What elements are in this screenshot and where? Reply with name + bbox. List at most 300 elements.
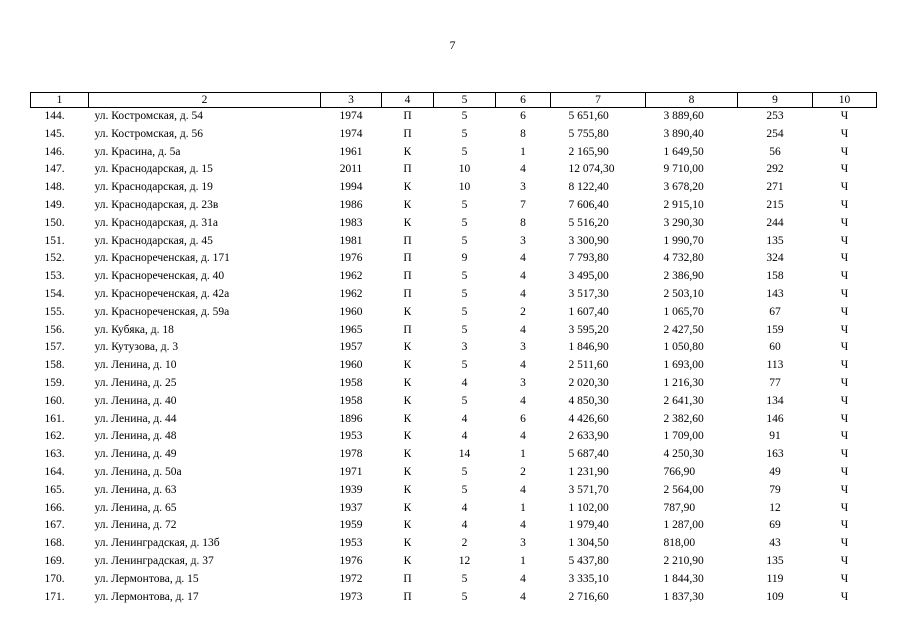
- cell-living-area: 3 889,60: [663, 110, 704, 122]
- cell-address: ул. Ленинградская, д. 13б: [94, 537, 220, 550]
- cell-living-area: 1 287,00: [663, 519, 704, 532]
- cell-floors: 4: [461, 430, 468, 443]
- cell-row-number: 162.: [44, 430, 65, 443]
- cell-living-area: 2 210,90: [663, 554, 704, 567]
- column-header-6: 6: [496, 93, 551, 108]
- cell-row-number: 170.: [44, 572, 65, 585]
- cell-year-built: 1973: [339, 590, 363, 603]
- cell-entrances: 4: [520, 519, 526, 532]
- cell-total-area: 1 607,40: [568, 305, 609, 318]
- cell-residents: 91: [769, 430, 781, 443]
- cell-category: Ч: [840, 394, 849, 407]
- cell-entrances: 3: [520, 537, 526, 550]
- cell-address: ул. Костромская, д. 54: [94, 110, 203, 122]
- cell-row-number: 145.: [44, 127, 65, 140]
- cell-wall-material: П: [403, 287, 412, 300]
- cell-wall-material: К: [403, 537, 412, 550]
- cell-entrances: 4: [520, 287, 526, 300]
- cell-entrances: 4: [520, 430, 526, 443]
- cell-total-area: 7 606,40: [568, 198, 609, 211]
- cell-entrances: 3: [520, 341, 526, 354]
- cell-row-number: 158.: [44, 359, 65, 372]
- cell-total-area: 1 846,90: [568, 341, 609, 354]
- cell-residents: 109: [766, 590, 784, 603]
- cell-category: Ч: [840, 430, 849, 443]
- cell-address: ул. Кубяка, д. 18: [94, 323, 174, 336]
- cell-entrances: 4: [520, 483, 526, 496]
- cell-wall-material: К: [403, 376, 412, 389]
- cell-address: ул. Лермонтова, д. 15: [94, 572, 199, 585]
- table-row: [31, 357, 877, 375]
- column-header-9: 9: [738, 93, 813, 108]
- cell-address: ул. Краснодарская, д. 23в: [94, 198, 219, 211]
- cell-category: Ч: [840, 270, 849, 283]
- table-row: [31, 233, 877, 251]
- cell-floors: 4: [461, 376, 468, 389]
- cell-row-number: 164.: [44, 465, 65, 478]
- cell-address: ул. Ленина, д. 48: [94, 430, 177, 443]
- cell-living-area: 2 503,10: [663, 287, 704, 300]
- cell-living-area: 2 382,60: [663, 412, 704, 425]
- cell-row-number: 146.: [44, 145, 65, 158]
- cell-entrances: 4: [520, 359, 526, 372]
- cell-row-number: 153.: [44, 270, 65, 283]
- cell-total-area: 2 716,60: [568, 590, 609, 603]
- cell-entrances: 3: [520, 181, 526, 194]
- cell-wall-material: К: [403, 483, 412, 496]
- table-row: [31, 535, 877, 553]
- cell-living-area: 4 250,30: [663, 448, 704, 461]
- table-header-row: [31, 93, 877, 108]
- cell-residents: 49: [769, 465, 781, 478]
- cell-floors: 4: [461, 519, 468, 532]
- cell-total-area: 5 437,80: [568, 554, 609, 567]
- cell-wall-material: К: [403, 145, 412, 158]
- cell-living-area: 2 915,10: [663, 198, 704, 211]
- cell-wall-material: П: [403, 323, 412, 336]
- cell-year-built: 1961: [339, 145, 363, 158]
- cell-category: Ч: [840, 519, 849, 532]
- cell-residents: 292: [766, 163, 784, 176]
- cell-year-built: 1958: [339, 394, 363, 407]
- cell-year-built: 1957: [339, 341, 363, 354]
- table-row: [31, 464, 877, 482]
- cell-category: Ч: [840, 465, 849, 478]
- cell-living-area: 1 649,50: [663, 145, 704, 158]
- cell-entrances: 6: [520, 412, 526, 425]
- cell-residents: 163: [766, 448, 784, 461]
- cell-total-area: 12 074,30: [568, 163, 615, 176]
- column-header-1: 1: [31, 93, 89, 108]
- cell-wall-material: К: [403, 501, 412, 514]
- cell-category: Ч: [840, 323, 849, 336]
- cell-entrances: 6: [520, 110, 526, 122]
- cell-residents: 158: [766, 270, 784, 283]
- cell-entrances: 2: [520, 465, 526, 478]
- cell-residents: 324: [766, 252, 784, 265]
- cell-year-built: 2011: [339, 163, 363, 176]
- cell-residents: 77: [769, 376, 781, 389]
- cell-category: Ч: [840, 252, 849, 265]
- cell-category: Ч: [840, 501, 849, 514]
- cell-total-area: 3 571,70: [568, 483, 609, 496]
- cell-category: Ч: [840, 554, 849, 567]
- table-row: [31, 268, 877, 286]
- cell-row-number: 154.: [44, 287, 65, 300]
- cell-floors: 10: [458, 181, 471, 194]
- cell-row-number: 156.: [44, 323, 65, 336]
- cell-entrances: 4: [520, 270, 526, 283]
- cell-floors: 5: [461, 465, 468, 478]
- cell-living-area: 1 709,00: [663, 430, 704, 443]
- cell-row-number: 155.: [44, 305, 65, 318]
- cell-year-built: 1974: [339, 110, 363, 122]
- cell-year-built: 1972: [339, 572, 363, 585]
- cell-living-area: 2 427,50: [663, 323, 704, 336]
- column-header-7: 7: [551, 93, 646, 108]
- table-row: [31, 304, 877, 322]
- cell-residents: 244: [766, 216, 784, 229]
- cell-total-area: 8 122,40: [568, 181, 609, 194]
- cell-address: ул. Ленина, д. 10: [94, 359, 177, 372]
- cell-address: ул. Краснодарская, д. 15: [94, 163, 213, 176]
- cell-category: Ч: [840, 572, 849, 585]
- cell-residents: 254: [766, 127, 784, 140]
- cell-floors: 2: [461, 537, 468, 550]
- cell-residents: 56: [769, 145, 781, 158]
- cell-floors: 5: [461, 127, 468, 140]
- cell-year-built: 1976: [339, 554, 363, 567]
- cell-wall-material: К: [403, 465, 412, 478]
- cell-row-number: 148.: [44, 181, 65, 194]
- cell-row-number: 161.: [44, 412, 65, 425]
- table-row: [31, 215, 877, 233]
- cell-floors: 4: [461, 501, 468, 514]
- cell-row-number: 157.: [44, 341, 65, 354]
- cell-living-area: 1 844,30: [663, 572, 704, 585]
- cell-living-area: 766,90: [663, 465, 696, 478]
- cell-total-area: 2 165,90: [568, 145, 609, 158]
- table-row: [31, 322, 877, 340]
- cell-total-area: 5 651,60: [568, 110, 609, 122]
- table-row: [31, 482, 877, 500]
- cell-row-number: 168.: [44, 537, 65, 550]
- cell-floors: 5: [461, 270, 468, 283]
- cell-floors: 9: [461, 252, 468, 265]
- cell-floors: 5: [461, 198, 468, 211]
- cell-year-built: 1986: [339, 198, 363, 211]
- cell-address: ул. Лермонтова, д. 17: [94, 590, 199, 603]
- cell-residents: 215: [766, 198, 784, 211]
- cell-entrances: 1: [520, 501, 526, 514]
- cell-total-area: 1 979,40: [568, 519, 609, 532]
- cell-address: ул. Краснодарская, д. 19: [94, 181, 213, 194]
- cell-category: Ч: [840, 341, 849, 354]
- cell-total-area: 1 102,00: [568, 501, 609, 514]
- cell-row-number: 163.: [44, 448, 65, 461]
- table-row: [31, 375, 877, 393]
- cell-living-area: 818,00: [663, 537, 696, 550]
- cell-wall-material: П: [403, 110, 412, 122]
- cell-year-built: 1965: [339, 323, 363, 336]
- cell-floors: 4: [461, 412, 468, 425]
- table-row: [31, 286, 877, 304]
- cell-category: Ч: [840, 198, 849, 211]
- cell-living-area: 9 710,00: [663, 163, 704, 176]
- table-row: [31, 589, 877, 607]
- table-row: [31, 428, 877, 446]
- cell-category: Ч: [840, 448, 849, 461]
- cell-total-area: 2 633,90: [568, 430, 609, 443]
- cell-address: ул. Костромская, д. 56: [94, 127, 203, 140]
- cell-total-area: 2 511,60: [568, 359, 609, 372]
- cell-living-area: 3 678,20: [663, 181, 704, 194]
- cell-entrances: 4: [520, 252, 526, 265]
- column-header-5: 5: [434, 93, 496, 108]
- cell-year-built: 1939: [339, 483, 363, 496]
- cell-entrances: 8: [520, 127, 526, 140]
- cell-entrances: 4: [520, 394, 526, 407]
- cell-wall-material: П: [403, 572, 412, 585]
- cell-entrances: 1: [520, 448, 526, 461]
- cell-category: Ч: [840, 216, 849, 229]
- cell-category: Ч: [840, 537, 849, 550]
- cell-year-built: 1974: [339, 127, 363, 140]
- cell-entrances: 3: [520, 234, 526, 247]
- cell-year-built: 1994: [339, 181, 363, 194]
- cell-living-area: 1 065,70: [663, 305, 704, 318]
- table-row: [31, 446, 877, 464]
- cell-row-number: 169.: [44, 554, 65, 567]
- table-row: [31, 339, 877, 357]
- table-row: [31, 161, 877, 179]
- cell-category: Ч: [840, 483, 849, 496]
- cell-residents: 135: [766, 234, 784, 247]
- cell-row-number: 152.: [44, 252, 65, 265]
- cell-year-built: 1959: [339, 519, 363, 532]
- cell-total-area: 2 020,30: [568, 376, 609, 389]
- building-registry-table: [30, 92, 877, 606]
- cell-wall-material: П: [403, 252, 412, 265]
- cell-row-number: 144.: [44, 110, 65, 122]
- cell-category: Ч: [840, 234, 849, 247]
- cell-entrances: 7: [520, 198, 526, 211]
- cell-category: Ч: [840, 110, 849, 122]
- cell-row-number: 171.: [44, 590, 65, 603]
- cell-address: ул. Краснореченская, д. 40: [94, 270, 225, 283]
- cell-address: ул. Ленина, д. 44: [94, 412, 177, 425]
- table-row: [31, 393, 877, 411]
- cell-address: ул. Ленина, д. 63: [94, 483, 177, 496]
- cell-row-number: 147.: [44, 163, 65, 176]
- cell-living-area: 1 990,70: [663, 234, 704, 247]
- cell-living-area: 1 050,80: [663, 341, 704, 354]
- cell-address: ул. Краснодарская, д. 45: [94, 234, 213, 247]
- cell-total-area: 1 231,90: [568, 465, 609, 478]
- cell-wall-material: К: [403, 519, 412, 532]
- cell-year-built: 1953: [339, 537, 363, 550]
- cell-floors: 5: [461, 234, 468, 247]
- cell-total-area: 4 426,60: [568, 412, 609, 425]
- cell-year-built: 1976: [339, 252, 363, 265]
- cell-address: ул. Ленина, д. 50а: [94, 465, 182, 478]
- table-row: [31, 500, 877, 518]
- cell-living-area: 4 732,80: [663, 252, 704, 265]
- cell-category: Ч: [840, 412, 849, 425]
- cell-living-area: 2 641,30: [663, 394, 704, 407]
- cell-floors: 5: [461, 287, 468, 300]
- cell-wall-material: П: [403, 590, 412, 603]
- cell-year-built: 1958: [339, 376, 363, 389]
- cell-category: Ч: [840, 376, 849, 389]
- cell-total-area: 3 495,00: [568, 270, 609, 283]
- cell-address: ул. Красина, д. 5а: [94, 145, 181, 158]
- cell-year-built: 1960: [339, 359, 363, 372]
- cell-residents: 69: [769, 519, 781, 532]
- column-header-2: 2: [89, 93, 321, 108]
- cell-entrances: 4: [520, 323, 526, 336]
- cell-year-built: 1978: [339, 448, 363, 461]
- cell-wall-material: К: [403, 448, 412, 461]
- cell-year-built: 1937: [339, 501, 363, 514]
- cell-total-area: 3 517,30: [568, 287, 609, 300]
- column-header-4: 4: [382, 93, 434, 108]
- cell-address: ул. Ленинградская, д. 37: [94, 554, 214, 567]
- cell-living-area: 1 216,30: [663, 376, 704, 389]
- cell-row-number: 150.: [44, 216, 65, 229]
- cell-residents: 119: [766, 572, 784, 585]
- cell-living-area: 3 890,40: [663, 127, 704, 140]
- cell-living-area: 1 693,00: [663, 359, 704, 372]
- cell-category: Ч: [840, 359, 849, 372]
- cell-wall-material: К: [403, 181, 412, 194]
- cell-residents: 253: [766, 110, 784, 122]
- cell-wall-material: К: [403, 305, 412, 318]
- cell-row-number: 167.: [44, 519, 65, 532]
- cell-total-area: 3 335,10: [568, 572, 609, 585]
- cell-floors: 10: [458, 163, 471, 176]
- cell-year-built: 1962: [339, 287, 363, 300]
- cell-entrances: 3: [520, 376, 526, 389]
- cell-wall-material: К: [403, 554, 412, 567]
- cell-floors: 5: [461, 590, 468, 603]
- cell-total-area: 3 300,90: [568, 234, 609, 247]
- cell-residents: 143: [766, 287, 784, 300]
- cell-wall-material: П: [403, 163, 412, 176]
- table-row: [31, 411, 877, 429]
- cell-entrances: 8: [520, 216, 526, 229]
- cell-address: ул. Краснореченская, д. 42а: [94, 287, 230, 300]
- cell-living-area: 2 564,00: [663, 483, 704, 496]
- page-number: 7: [449, 38, 456, 52]
- cell-floors: 3: [461, 341, 468, 354]
- cell-wall-material: К: [403, 394, 412, 407]
- cell-wall-material: П: [403, 127, 412, 140]
- cell-residents: 135: [766, 554, 784, 567]
- cell-wall-material: К: [403, 430, 412, 443]
- cell-year-built: 1971: [339, 465, 363, 478]
- cell-category: Ч: [840, 145, 849, 158]
- cell-address: ул. Ленина, д. 40: [94, 394, 177, 407]
- cell-residents: 43: [769, 537, 781, 550]
- cell-address: ул. Ленина, д. 72: [94, 519, 177, 532]
- column-header-8: 8: [646, 93, 738, 108]
- cell-entrances: 2: [520, 305, 526, 318]
- cell-floors: 14: [458, 448, 471, 461]
- cell-total-area: 7 793,80: [568, 252, 609, 265]
- cell-floors: 5: [461, 216, 468, 229]
- cell-address: ул. Краснореченская, д. 59а: [94, 305, 230, 318]
- table-row: [31, 571, 877, 589]
- cell-year-built: 1981: [339, 234, 363, 247]
- cell-total-area: 5 687,40: [568, 448, 609, 461]
- cell-floors: 5: [461, 359, 468, 372]
- cell-entrances: 4: [520, 590, 526, 603]
- cell-year-built: 1953: [339, 430, 363, 443]
- table-row: [31, 108, 877, 126]
- cell-category: Ч: [840, 127, 849, 140]
- cell-wall-material: П: [403, 234, 412, 247]
- cell-address: ул. Ленина, д. 25: [94, 376, 177, 389]
- cell-row-number: 160.: [44, 394, 65, 407]
- cell-row-number: 159.: [44, 376, 65, 389]
- cell-floors: 5: [461, 483, 468, 496]
- table-row: [31, 517, 877, 535]
- cell-total-area: 5 755,80: [568, 127, 609, 140]
- cell-entrances: 4: [520, 163, 526, 176]
- cell-total-area: 1 304,50: [568, 537, 609, 550]
- cell-floors: 5: [461, 110, 468, 122]
- cell-residents: 113: [766, 359, 784, 372]
- cell-year-built: 1983: [339, 216, 363, 229]
- cell-living-area: 2 386,90: [663, 270, 704, 283]
- cell-total-area: 3 595,20: [568, 323, 609, 336]
- cell-floors: 5: [461, 394, 468, 407]
- table-row: [31, 179, 877, 197]
- table-row: [31, 197, 877, 215]
- cell-row-number: 149.: [44, 198, 65, 211]
- cell-residents: 146: [766, 412, 784, 425]
- cell-residents: 67: [769, 305, 781, 318]
- cell-row-number: 166.: [44, 501, 65, 514]
- cell-residents: 60: [769, 341, 781, 354]
- cell-wall-material: К: [403, 341, 412, 354]
- cell-residents: 12: [769, 501, 781, 514]
- cell-year-built: 1896: [339, 412, 363, 425]
- cell-wall-material: К: [403, 359, 412, 372]
- cell-floors: 5: [461, 572, 468, 585]
- cell-wall-material: П: [403, 270, 412, 283]
- cell-living-area: 3 290,30: [663, 216, 704, 229]
- cell-category: Ч: [840, 590, 849, 603]
- cell-residents: 271: [766, 181, 784, 194]
- cell-address: ул. Ленина, д. 49: [94, 448, 177, 461]
- cell-entrances: 1: [520, 145, 526, 158]
- cell-living-area: 1 837,30: [663, 590, 704, 603]
- cell-address: ул. Ленина, д. 65: [94, 501, 177, 514]
- cell-total-area: 5 516,20: [568, 216, 609, 229]
- cell-row-number: 165.: [44, 483, 65, 496]
- cell-floors: 5: [461, 323, 468, 336]
- cell-category: Ч: [840, 163, 849, 176]
- table-row: [31, 144, 877, 162]
- cell-category: Ч: [840, 305, 849, 318]
- cell-residents: 159: [766, 323, 784, 336]
- cell-total-area: 4 850,30: [568, 394, 609, 407]
- cell-wall-material: К: [403, 412, 412, 425]
- cell-address: ул. Краснореченская, д. 171: [94, 252, 230, 265]
- cell-address: ул. Кутузова, д. 3: [94, 341, 179, 354]
